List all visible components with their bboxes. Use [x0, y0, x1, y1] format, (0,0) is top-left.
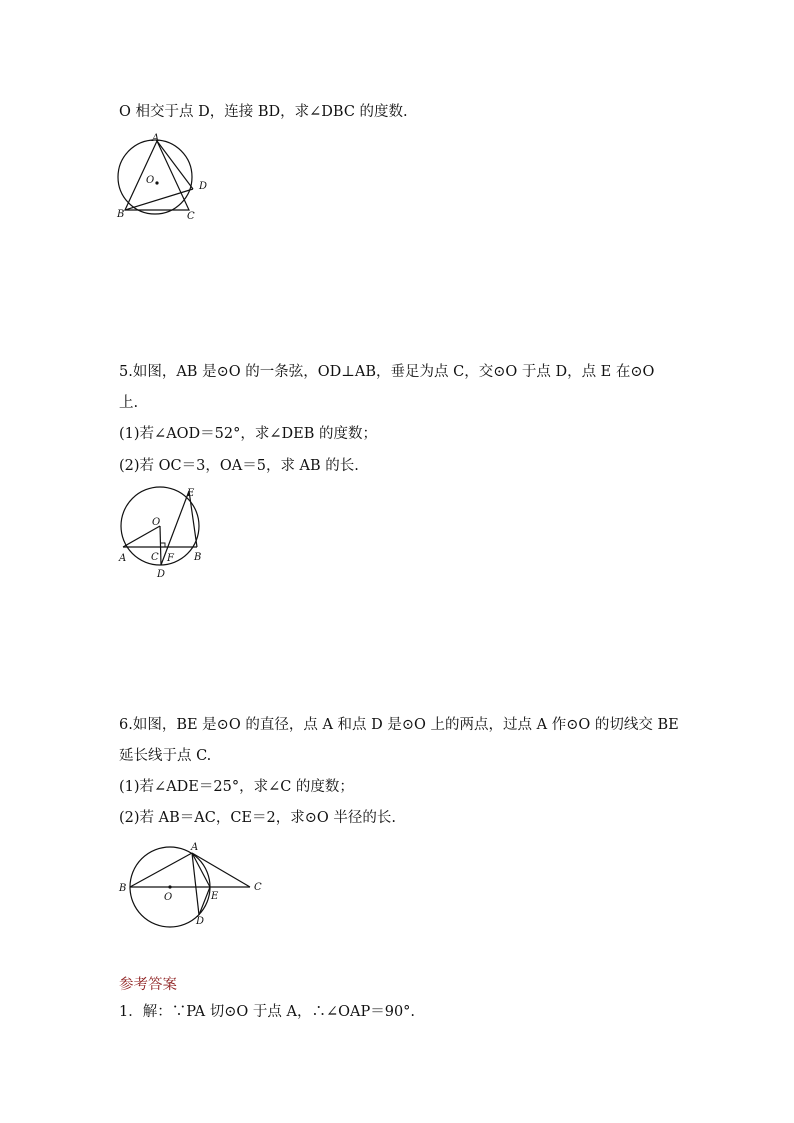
q6-text-line-2: 延长线于点 C.: [119, 748, 212, 764]
q5-label-d: D: [157, 569, 166, 580]
q6-segment-ad: [192, 853, 199, 915]
q5-figure: [113, 485, 213, 585]
q6-label-a: A: [191, 842, 199, 853]
q5-segment-ed: [161, 491, 189, 565]
q5-label-a: A: [119, 553, 127, 564]
q5-segment-oa: [123, 526, 160, 547]
answers-title: 参考答案: [119, 977, 177, 993]
q5-text-line-2: 上.: [119, 395, 139, 411]
q6-figure: [113, 838, 273, 933]
q4-text-line-1: O 相交于点 D，连接 BD，求∠DBC 的度数.: [119, 104, 408, 120]
q6-segment-ed: [199, 887, 210, 915]
q4-segment-bd: [125, 189, 193, 210]
q6-label-c: C: [254, 882, 262, 893]
q6-label-e: E: [211, 891, 219, 902]
q5-segment-od: [160, 526, 161, 565]
q6-label-o: O: [164, 892, 173, 903]
q4-center-dot: [155, 181, 158, 184]
q6-label-b: B: [119, 883, 127, 894]
answer-line-1: 1．解：∵PA 切⊙O 于点 A，∴∠OAP＝90°.: [119, 1004, 416, 1020]
q4-segment-ad: [157, 141, 193, 189]
q5-part-2: (2)若 OC＝3，OA＝5，求 AB 的长.: [119, 458, 359, 474]
q6-segment-ab: [130, 853, 192, 887]
q5-part-1: (1)若∠AOD＝52°，求∠DEB 的度数；: [119, 426, 377, 442]
q5-label-c: C: [151, 552, 159, 563]
q4-circle: [118, 140, 192, 214]
q5-label-o: O: [152, 517, 161, 528]
q6-text-line-1: 6.如图，BE 是⊙O 的直径，点 A 和点 D 是⊙O 上的两点，过点 A 作⊙O 的切线交 BE: [119, 717, 679, 733]
q4-label-b: B: [117, 209, 125, 220]
q5-segment-eb: [189, 491, 197, 547]
q4-label-d: D: [199, 181, 208, 192]
q5-text-line-1: 5.如图，AB 是⊙O 的一条弦，OD⊥AB，垂足为点 C，交⊙O 于点 D，点 E 在⊙O: [119, 364, 655, 380]
q6-part-1: (1)若∠ADE＝25°，求∠C 的度数；: [119, 779, 354, 795]
q5-label-f: F: [167, 553, 174, 564]
q4-figure: [113, 131, 213, 226]
q5-label-e: E: [187, 488, 195, 499]
q4-label-o: O: [146, 175, 155, 186]
q4-label-c: C: [187, 211, 195, 222]
q6-center-dot: [168, 885, 171, 888]
q6-part-2: (2)若 AB＝AC，CE＝2，求⊙O 半径的长.: [119, 810, 397, 826]
q5-label-b: B: [194, 552, 202, 563]
q4-label-a: A: [152, 133, 160, 144]
q6-label-d: D: [196, 916, 205, 927]
